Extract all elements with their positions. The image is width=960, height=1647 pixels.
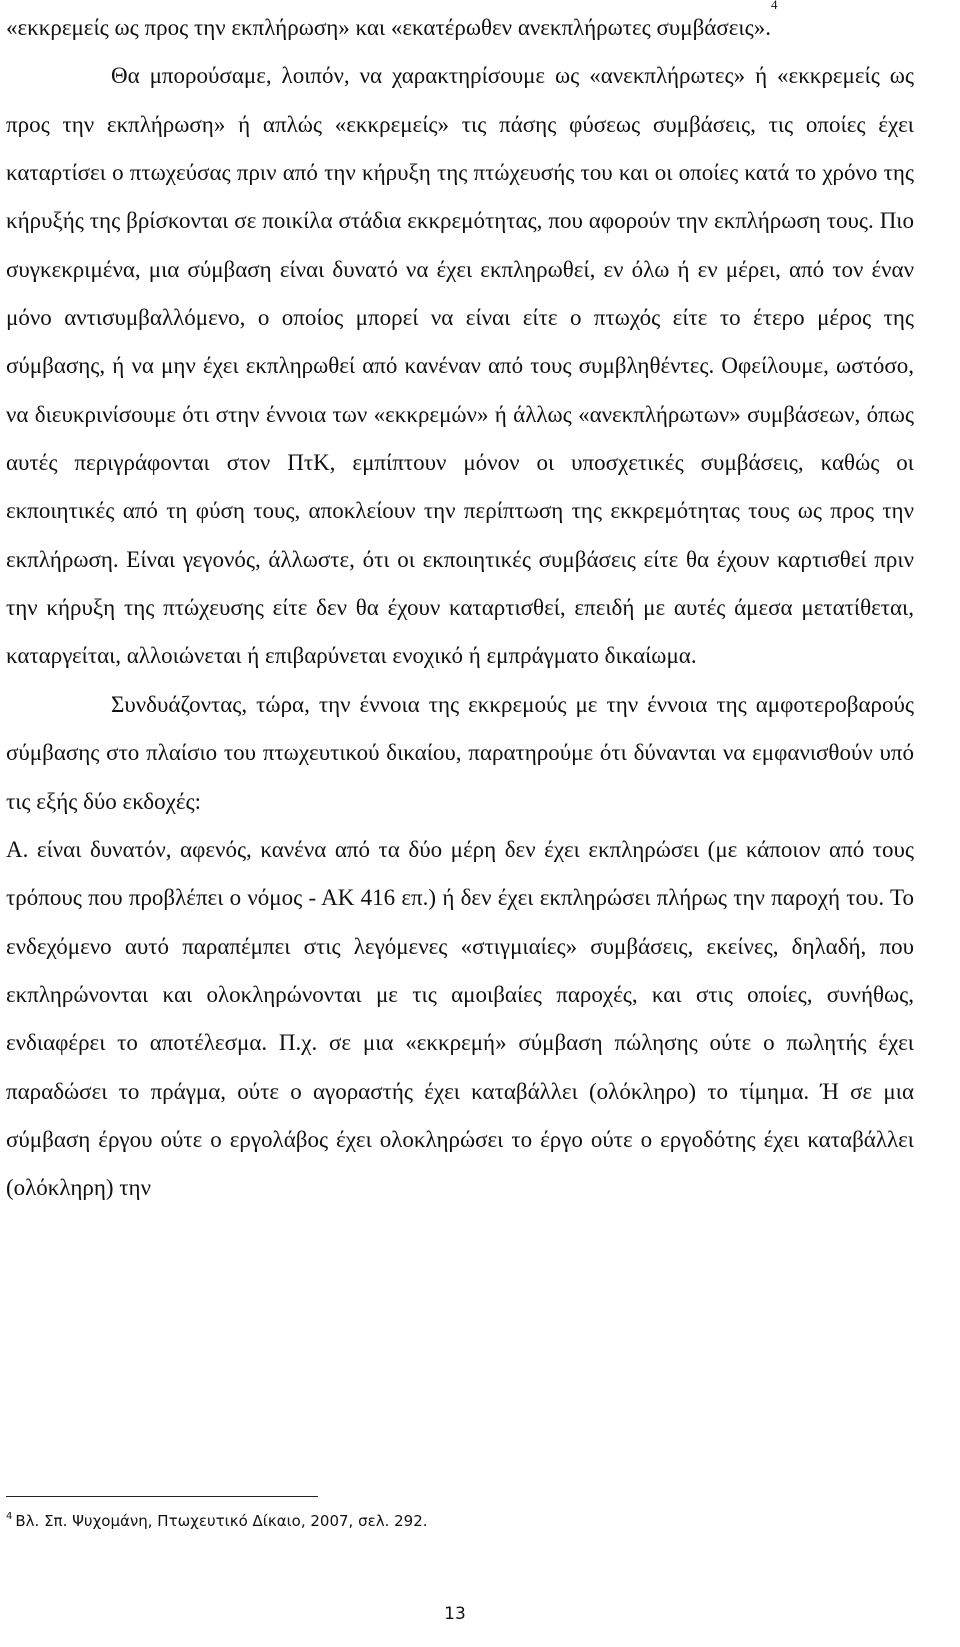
paragraph-2: Θα μπορούσαμε, λοιπόν, να χαρακτηρίσουμε ως «ανεκπλήρωτες» ή «εκκρεμείς ως προς την εκπλήρωση» ή απλώς «εκκρεμείς» τις πάσης φύσεως συμβάσεις, τις οποίες έχει καταρτίσει ο πτωχεύσας πριν από την κήρυξη της πτώχευσής του και οι οποίες κατά το χρόνο της κήρυξής της βρίσκονται σε ποικίλα στάδια εκκρεμότητας, που αφορούν την εκπλήρωση τους. Πιο συγκεκριμένα, μια σύμβαση είναι δυνατό να έχει εκπληρωθεί, εν όλω ή εν μέρει, από τον έναν μόνο αντισυμβαλλόμενο, ο οποίος μπορεί να είναι είτε ο πτωχός είτε το έτερο μέρος της σύμβασης, ή να μην έχει εκπληρωθεί από κανέναν από τους συμβληθέντες. Οφείλουμε, ωστόσο, να διευκρινίσουμε ότι στην έννοια των «εκκρεμών» ή άλλως «ανεκπλήρωτων» συμβάσεων, όπως αυτές περιγράφονται στον ΠτΚ, εμπίπτουν μόνον οι υποσχετικές συμβάσεις, καθώς οι εκποιητικές από τη φύση τους, αποκλείουν την περίπτωση της εκκρεμότητας τους ως προς την εκπλήρωση. Είναι γεγονός, άλλωστε, ότι οι εκποιητικές συμβάσεις είτε θα έχουν καρτισθεί πριν την κήρυξη της πτώχευσης είτε δεν θα έχουν καταρτισθεί, επειδή με αυτές άμεσα μετατίθεται, καταργείται, αλλοιώνεται ή επιβαρύνεται ενοχικό ή εμπράγματο δικαίωμα. <box>6 63 914 669</box>
paragraph-1 <box>6 0 914 52</box>
page-number: 13 <box>444 1604 466 1624</box>
paragraph-4: Α. είναι δυνατόν, αφενός, κανένα από τα δύο μέρη δεν έχει εκπληρώσει (με κάποιον από τους τρόπους που προβλέπει ο νόμος - ΑΚ 416 επ.) ή δεν έχει εκπληρώσει πλήρως την παροχή του. Το ενδεχόμενο αυτό παραπέμπει στις λεγόμενες «στιγμιαίες» συμβάσεις, εκείνες, δηλαδή, που εκπληρώνονται και ολοκληρώνονται με τις αμοιβαίες παροχές, και στις οποίες, συνήθως, ενδιαφέρει το αποτέλεσμα. Π.χ. σε μια «εκκρεμή» σύμβαση πώλησης ούτε ο πωλητής έχει παραδώσει το πράγμα, ούτε ο αγοραστής έχει καταβάλλει (ολόκληρο) το τίμημα. Ή σε μια σύμβαση έργου ούτε ο εργολάβος έχει ολοκληρώσει το έργο ούτε ο εργοδότης έχει καταβάλλει (ολόκληρη) την <box>6 836 914 1201</box>
paragraph-1-text: «εκκρεμείς ως προς την εκπλήρωση» και «εκατέρωθεν ανεκπλήρωτες συμβάσεις». <box>6 15 771 40</box>
footnote-separator <box>6 1496 318 1497</box>
footnote-number: 4 <box>6 1511 13 1522</box>
body-text <box>6 0 914 1213</box>
paragraph-3: Συνδυάζοντας, τώρα, την έννοια της εκκρεμούς με την έννοια της αμφοτεροβαρούς σύμβασης στο πλαίσιο του πτωχευτικού δικαίου, παρατηρούμε ότι δύνανται να εμφανισθούν υπό τις εξής δύο εκδοχές: <box>6 691 914 814</box>
footnote-reference[interactable]: 4 <box>770 0 778 12</box>
footnote <box>6 1512 428 1530</box>
footnote-text: Βλ. Σπ. Ψυχομάνη, Πτωχευτικό Δίκαιο, 2007, σελ. 292. <box>15 1512 428 1530</box>
